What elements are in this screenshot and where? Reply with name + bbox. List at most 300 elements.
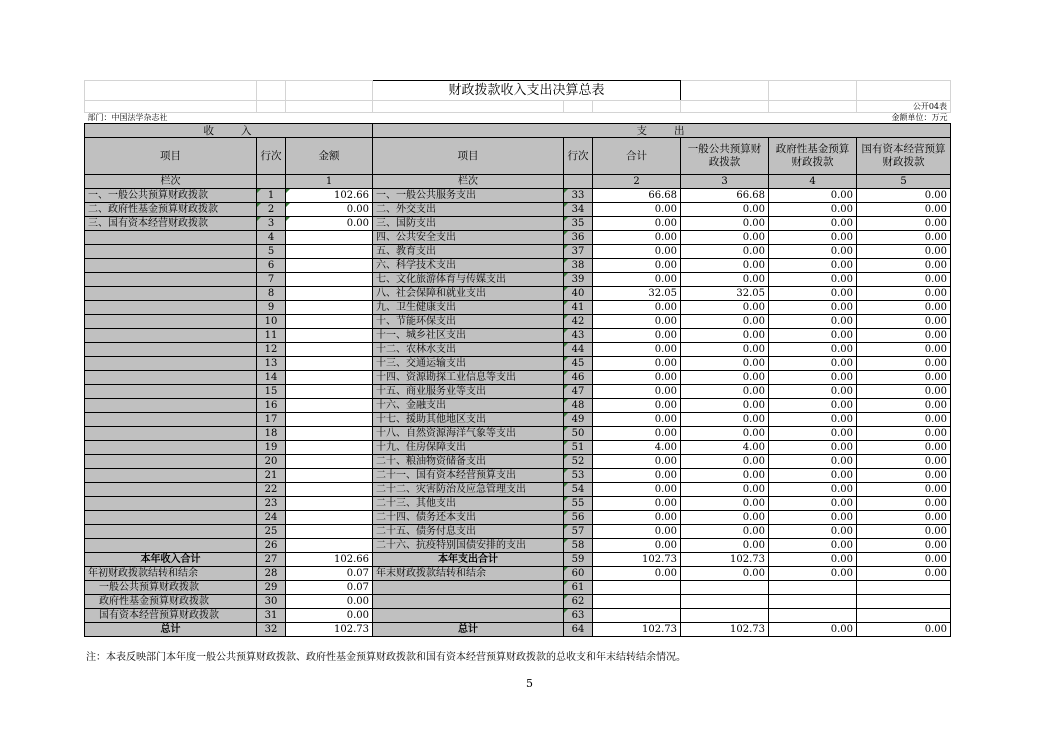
expense-total-cell: 0.00 bbox=[593, 357, 681, 371]
expense-fund-cell: 0.00 bbox=[769, 259, 857, 273]
fund-budget-header: 政府性基金预算财政拨款 bbox=[769, 138, 857, 175]
table-row bbox=[85, 525, 951, 539]
year-expense-general: 102.73 bbox=[681, 553, 769, 567]
end-balance-total: 0.00 bbox=[593, 567, 681, 581]
table-row bbox=[85, 231, 951, 245]
income-amount-cell: 102.66 bbox=[286, 189, 373, 203]
expense-fund-cell: 0.00 bbox=[769, 287, 857, 301]
income-amount-cell bbox=[286, 273, 373, 287]
expense-item-cell: 四、公共安全支出 bbox=[373, 231, 564, 245]
table-row bbox=[85, 301, 951, 315]
column-index-row bbox=[85, 175, 951, 189]
department-label: 部门：中国法学杂志社 bbox=[85, 113, 564, 124]
expense-total-cell: 0.00 bbox=[593, 273, 681, 287]
expense-line-header: 行次 bbox=[564, 138, 593, 175]
expense-capital-cell: 0.00 bbox=[857, 525, 951, 539]
expense-line-cell: 42 bbox=[564, 315, 593, 329]
income-item-cell bbox=[85, 245, 257, 259]
income-line-cell: 16 bbox=[257, 399, 286, 413]
expense-item-cell: 十八、自然资源海洋气象等支出 bbox=[373, 427, 564, 441]
expense-total-cell: 0.00 bbox=[593, 217, 681, 231]
expense-total-cell: 0.00 bbox=[593, 497, 681, 511]
begin-capital-amount: 0.00 bbox=[286, 609, 373, 623]
expense-item-cell: 十四、资源勘探工业信息等支出 bbox=[373, 371, 564, 385]
expense-general-cell: 0.00 bbox=[681, 203, 769, 217]
data-rows bbox=[85, 189, 951, 553]
table-row bbox=[85, 287, 951, 301]
form-code-row bbox=[85, 101, 951, 113]
grand-expense-total: 102.73 bbox=[593, 623, 681, 637]
column-index-4: 4 bbox=[769, 175, 857, 189]
expense-line-cell: 52 bbox=[564, 455, 593, 469]
expense-total-cell: 66.68 bbox=[593, 189, 681, 203]
expense-capital-cell: 0.00 bbox=[857, 245, 951, 259]
expense-item-cell: 十九、住房保障支出 bbox=[373, 441, 564, 455]
income-item-cell bbox=[85, 441, 257, 455]
income-amount-cell bbox=[286, 315, 373, 329]
expense-fund-cell: 0.00 bbox=[769, 371, 857, 385]
expense-line-cell: 40 bbox=[564, 287, 593, 301]
income-item-cell bbox=[85, 385, 257, 399]
income-line-cell: 26 bbox=[257, 539, 286, 553]
expense-item-cell: 二十五、债务付息支出 bbox=[373, 525, 564, 539]
expense-item-cell: 二、外交支出 bbox=[373, 203, 564, 217]
begin-fund-row bbox=[85, 595, 951, 609]
expense-capital-cell: 0.00 bbox=[857, 539, 951, 553]
expense-item-cell: 五、教育支出 bbox=[373, 245, 564, 259]
table-row bbox=[85, 427, 951, 441]
expense-general-cell: 0.00 bbox=[681, 427, 769, 441]
expense-fund-cell: 0.00 bbox=[769, 329, 857, 343]
expense-item-cell: 九、卫生健康支出 bbox=[373, 301, 564, 315]
expense-total-cell: 0.00 bbox=[593, 329, 681, 343]
income-line-cell: 10 bbox=[257, 315, 286, 329]
expense-fund-cell: 0.00 bbox=[769, 385, 857, 399]
begin-balance-label: 年初财政拨款结转和结余 bbox=[85, 567, 257, 581]
expense-capital-cell: 0.00 bbox=[857, 301, 951, 315]
expense-line-cell: 51 bbox=[564, 441, 593, 455]
income-amount-cell: 0.00 bbox=[286, 203, 373, 217]
table-row bbox=[85, 189, 951, 203]
expense-item-header: 项目 bbox=[373, 138, 564, 175]
expense-capital-cell: 0.00 bbox=[857, 441, 951, 455]
column-header-row bbox=[85, 138, 951, 175]
unit-label: 金额单位：万元 bbox=[857, 113, 951, 124]
year-expense-capital: 0.00 bbox=[857, 553, 951, 567]
expense-item-cell: 十六、金融支出 bbox=[373, 399, 564, 413]
expense-line-cell: 49 bbox=[564, 413, 593, 427]
income-line-cell: 8 bbox=[257, 287, 286, 301]
grand-expense-general: 102.73 bbox=[681, 623, 769, 637]
begin-capital-label: 国有资本经营预算财政拨款 bbox=[85, 609, 257, 623]
income-amount-cell bbox=[286, 455, 373, 469]
expense-item-cell: 十、节能环保支出 bbox=[373, 315, 564, 329]
income-line-cell: 6 bbox=[257, 259, 286, 273]
expense-general-cell: 0.00 bbox=[681, 259, 769, 273]
expense-item-cell: 六、科学技术支出 bbox=[373, 259, 564, 273]
report-sheet bbox=[84, 80, 950, 637]
expense-line-cell: 39 bbox=[564, 273, 593, 287]
table-row bbox=[85, 315, 951, 329]
expense-line-cell: 53 bbox=[564, 469, 593, 483]
income-line-cell: 2 bbox=[257, 203, 286, 217]
income-line-cell: 23 bbox=[257, 497, 286, 511]
grand-expense-capital: 0.00 bbox=[857, 623, 951, 637]
expense-item-cell: 二十四、债务还本支出 bbox=[373, 511, 564, 525]
income-item-cell bbox=[85, 427, 257, 441]
expense-capital-cell: 0.00 bbox=[857, 469, 951, 483]
year-expense-label: 本年支出合计 bbox=[373, 553, 564, 567]
expense-general-cell: 0.00 bbox=[681, 273, 769, 287]
expense-fund-cell: 0.00 bbox=[769, 441, 857, 455]
income-amount-cell bbox=[286, 525, 373, 539]
expense-general-cell: 32.05 bbox=[681, 287, 769, 301]
column-index-label: 栏次 bbox=[85, 175, 257, 189]
expense-capital-cell: 0.00 bbox=[857, 287, 951, 301]
column-index-2: 2 bbox=[593, 175, 681, 189]
income-amount-cell bbox=[286, 371, 373, 385]
expense-line-cell: 34 bbox=[564, 203, 593, 217]
table-row bbox=[85, 399, 951, 413]
expense-capital-cell: 0.00 bbox=[857, 329, 951, 343]
expense-fund-cell: 0.00 bbox=[769, 203, 857, 217]
income-amount-cell bbox=[286, 357, 373, 371]
income-amount-cell bbox=[286, 399, 373, 413]
expense-fund-cell: 0.00 bbox=[769, 483, 857, 497]
expense-capital-cell: 0.00 bbox=[857, 511, 951, 525]
income-item-cell bbox=[85, 301, 257, 315]
income-amount-cell bbox=[286, 427, 373, 441]
income-line-cell: 21 bbox=[257, 469, 286, 483]
income-amount-header: 金额 bbox=[286, 138, 373, 175]
expense-item-cell: 二十、粮油物资储备支出 bbox=[373, 455, 564, 469]
expense-capital-cell: 0.00 bbox=[857, 483, 951, 497]
expense-capital-cell: 0.00 bbox=[857, 371, 951, 385]
expense-capital-cell: 0.00 bbox=[857, 385, 951, 399]
column-index-1: 1 bbox=[286, 175, 373, 189]
expense-fund-cell: 0.00 bbox=[769, 497, 857, 511]
expense-general-cell: 0.00 bbox=[681, 343, 769, 357]
expense-item-cell: 十一、城乡社区支出 bbox=[373, 329, 564, 343]
grand-total-row bbox=[85, 623, 951, 637]
income-item-cell bbox=[85, 343, 257, 357]
expense-item-cell: 二十六、抗疫特别国债安排的支出 bbox=[373, 539, 564, 553]
title-row bbox=[85, 81, 951, 101]
income-amount-cell bbox=[286, 497, 373, 511]
grand-income-line: 32 bbox=[257, 623, 286, 637]
income-amount-cell bbox=[286, 231, 373, 245]
expense-general-cell: 0.00 bbox=[681, 497, 769, 511]
expense-general-cell: 0.00 bbox=[681, 525, 769, 539]
income-line-cell: 9 bbox=[257, 301, 286, 315]
line-63: 63 bbox=[564, 609, 593, 623]
income-line-cell: 12 bbox=[257, 343, 286, 357]
income-amount-cell: 0.00 bbox=[286, 217, 373, 231]
expense-total-cell: 0.00 bbox=[593, 427, 681, 441]
grand-expense-line: 64 bbox=[564, 623, 593, 637]
income-item-cell bbox=[85, 231, 257, 245]
capital-budget-header: 国有资本经营预算财政拨款 bbox=[857, 138, 951, 175]
expense-line-cell: 56 bbox=[564, 511, 593, 525]
expense-line-cell: 37 bbox=[564, 245, 593, 259]
expense-item-cell: 一、一般公共服务支出 bbox=[373, 189, 564, 203]
expense-total-cell: 0.00 bbox=[593, 525, 681, 539]
expense-general-cell: 0.00 bbox=[681, 385, 769, 399]
expense-capital-cell: 0.00 bbox=[857, 273, 951, 287]
expense-fund-cell: 0.00 bbox=[769, 315, 857, 329]
table-row bbox=[85, 203, 951, 217]
income-line-cell: 7 bbox=[257, 273, 286, 287]
income-amount-cell bbox=[286, 539, 373, 553]
expense-item-cell: 二十一、国有资本经营预算支出 bbox=[373, 469, 564, 483]
income-line-cell: 13 bbox=[257, 357, 286, 371]
expense-fund-cell: 0.00 bbox=[769, 399, 857, 413]
expense-item-cell: 二十二、灾害防治及应急管理支出 bbox=[373, 483, 564, 497]
expense-total-cell: 0.00 bbox=[593, 315, 681, 329]
expense-line-cell: 35 bbox=[564, 217, 593, 231]
expense-general-cell: 0.00 bbox=[681, 483, 769, 497]
expense-general-cell: 0.00 bbox=[681, 469, 769, 483]
expense-general-cell: 0.00 bbox=[681, 455, 769, 469]
begin-balance-amount: 0.07 bbox=[286, 567, 373, 581]
page-number: 5 bbox=[526, 677, 533, 690]
table-row bbox=[85, 511, 951, 525]
begin-capital-row bbox=[85, 609, 951, 623]
expense-general-cell: 0.00 bbox=[681, 231, 769, 245]
income-line-cell: 3 bbox=[257, 217, 286, 231]
expense-total-cell: 0.00 bbox=[593, 259, 681, 273]
expense-fund-cell: 0.00 bbox=[769, 273, 857, 287]
expense-capital-cell: 0.00 bbox=[857, 413, 951, 427]
expense-general-cell: 0.00 bbox=[681, 217, 769, 231]
expense-capital-cell: 0.00 bbox=[857, 427, 951, 441]
column-index-5: 5 bbox=[857, 175, 951, 189]
footnote: 注：本表反映部门本年度一般公共预算财政拨款、政府性基金预算财政拨款和国有资本经营预算财政拨款的总收支和年末结转结余情况。 bbox=[86, 652, 686, 663]
table-row bbox=[85, 539, 951, 553]
income-amount-cell bbox=[286, 343, 373, 357]
expense-line-cell: 50 bbox=[564, 427, 593, 441]
expense-total-cell: 0.00 bbox=[593, 385, 681, 399]
income-item-cell bbox=[85, 413, 257, 427]
expense-fund-cell: 0.00 bbox=[769, 539, 857, 553]
income-line-cell: 25 bbox=[257, 525, 286, 539]
expense-fund-cell: 0.00 bbox=[769, 525, 857, 539]
income-line-cell: 19 bbox=[257, 441, 286, 455]
income-item-cell bbox=[85, 497, 257, 511]
expense-total-cell: 4.00 bbox=[593, 441, 681, 455]
income-line-cell: 4 bbox=[257, 231, 286, 245]
table-row bbox=[85, 217, 951, 231]
income-amount-cell bbox=[286, 483, 373, 497]
expense-general-cell: 0.00 bbox=[681, 245, 769, 259]
expense-general-cell: 0.00 bbox=[681, 539, 769, 553]
expense-line-cell: 55 bbox=[564, 497, 593, 511]
expense-item-cell: 十五、商业服务业等支出 bbox=[373, 385, 564, 399]
income-item-cell bbox=[85, 315, 257, 329]
income-item-cell bbox=[85, 399, 257, 413]
expense-line-cell: 36 bbox=[564, 231, 593, 245]
income-line-cell: 1 bbox=[257, 189, 286, 203]
income-item-cell bbox=[85, 483, 257, 497]
expense-item-cell: 七、文化旅游体育与传媒支出 bbox=[373, 273, 564, 287]
grand-income-amount: 102.73 bbox=[286, 623, 373, 637]
expense-total-cell: 0.00 bbox=[593, 399, 681, 413]
income-item-cell bbox=[85, 371, 257, 385]
grand-income-label: 总计 bbox=[85, 623, 257, 637]
expense-line-cell: 48 bbox=[564, 399, 593, 413]
balance-row bbox=[85, 567, 951, 581]
expense-general-cell: 66.68 bbox=[681, 189, 769, 203]
expense-item-cell: 十七、援助其他地区支出 bbox=[373, 413, 564, 427]
expense-fund-cell: 0.00 bbox=[769, 301, 857, 315]
expense-total-cell: 0.00 bbox=[593, 413, 681, 427]
begin-general-line: 29 bbox=[257, 581, 286, 595]
expense-general-cell: 0.00 bbox=[681, 413, 769, 427]
expense-general-cell: 0.00 bbox=[681, 399, 769, 413]
income-amount-cell bbox=[286, 441, 373, 455]
income-item-cell: 三、国有资本经营财政拨款 bbox=[85, 217, 257, 231]
begin-fund-label: 政府性基金预算财政拨款 bbox=[85, 595, 257, 609]
expense-fund-cell: 0.00 bbox=[769, 217, 857, 231]
table-row bbox=[85, 357, 951, 371]
income-amount-cell bbox=[286, 259, 373, 273]
expense-item-cell: 十二、农林水支出 bbox=[373, 343, 564, 357]
expense-fund-cell: 0.00 bbox=[769, 231, 857, 245]
expense-total-cell: 0.00 bbox=[593, 343, 681, 357]
income-item-cell bbox=[85, 287, 257, 301]
year-income-amount: 102.66 bbox=[286, 553, 373, 567]
income-item-cell bbox=[85, 455, 257, 469]
expense-line-cell: 41 bbox=[564, 301, 593, 315]
expense-line-cell: 33 bbox=[564, 189, 593, 203]
expense-line-cell: 57 bbox=[564, 525, 593, 539]
table-row bbox=[85, 273, 951, 287]
expense-general-cell: 0.00 bbox=[681, 301, 769, 315]
begin-general-amount: 0.07 bbox=[286, 581, 373, 595]
expense-line-cell: 44 bbox=[564, 343, 593, 357]
begin-fund-amount: 0.00 bbox=[286, 595, 373, 609]
begin-balance-line: 28 bbox=[257, 567, 286, 581]
expense-capital-cell: 0.00 bbox=[857, 217, 951, 231]
general-budget-header: 一般公共预算财政拨款 bbox=[681, 138, 769, 175]
income-line-cell: 5 bbox=[257, 245, 286, 259]
income-item-cell bbox=[85, 525, 257, 539]
table-row bbox=[85, 441, 951, 455]
income-amount-cell bbox=[286, 469, 373, 483]
table-row bbox=[85, 329, 951, 343]
expense-fund-cell: 0.00 bbox=[769, 245, 857, 259]
income-line-cell: 17 bbox=[257, 413, 286, 427]
year-expense-fund: 0.00 bbox=[769, 553, 857, 567]
income-amount-cell bbox=[286, 329, 373, 343]
income-line-cell: 18 bbox=[257, 427, 286, 441]
income-item-cell bbox=[85, 273, 257, 287]
income-item-cell bbox=[85, 539, 257, 553]
expense-general-cell: 0.00 bbox=[681, 511, 769, 525]
income-amount-cell bbox=[286, 385, 373, 399]
line-61: 61 bbox=[564, 581, 593, 595]
expense-fund-cell: 0.00 bbox=[769, 455, 857, 469]
begin-fund-line: 30 bbox=[257, 595, 286, 609]
expense-capital-cell: 0.00 bbox=[857, 399, 951, 413]
expense-total-cell: 0.00 bbox=[593, 371, 681, 385]
year-income-line: 27 bbox=[257, 553, 286, 567]
budget-table bbox=[84, 80, 951, 637]
table-row bbox=[85, 371, 951, 385]
end-balance-label: 年末财政拨款结转和结余 bbox=[373, 567, 564, 581]
expense-capital-cell: 0.00 bbox=[857, 357, 951, 371]
expense-total-cell: 0.00 bbox=[593, 511, 681, 525]
table-row bbox=[85, 469, 951, 483]
income-line-cell: 15 bbox=[257, 385, 286, 399]
expense-total-cell: 0.00 bbox=[593, 539, 681, 553]
income-item-cell: 一、一般公共预算财政拨款 bbox=[85, 189, 257, 203]
expense-general-cell: 4.00 bbox=[681, 441, 769, 455]
expense-total-cell: 0.00 bbox=[593, 469, 681, 483]
expense-capital-cell: 0.00 bbox=[857, 455, 951, 469]
expense-item-cell: 二十三、其他支出 bbox=[373, 497, 564, 511]
income-amount-cell bbox=[286, 511, 373, 525]
total-header: 合计 bbox=[593, 138, 681, 175]
income-item-cell: 二、政府性基金预算财政拨款 bbox=[85, 203, 257, 217]
expense-total-cell: 0.00 bbox=[593, 203, 681, 217]
report-title: 财政拨款收入支出决算总表 bbox=[373, 81, 681, 101]
expense-fund-cell: 0.00 bbox=[769, 413, 857, 427]
expense-capital-cell: 0.00 bbox=[857, 203, 951, 217]
end-balance-fund: 0.00 bbox=[769, 567, 857, 581]
income-amount-cell bbox=[286, 301, 373, 315]
expense-line-cell: 46 bbox=[564, 371, 593, 385]
expense-total-cell: 0.00 bbox=[593, 231, 681, 245]
table-row bbox=[85, 497, 951, 511]
table-row bbox=[85, 343, 951, 357]
expense-fund-cell: 0.00 bbox=[769, 427, 857, 441]
income-item-cell bbox=[85, 511, 257, 525]
income-amount-cell bbox=[286, 413, 373, 427]
expense-general-cell: 0.00 bbox=[681, 357, 769, 371]
expense-fund-cell: 0.00 bbox=[769, 469, 857, 483]
year-expense-total: 102.73 bbox=[593, 553, 681, 567]
expense-capital-cell: 0.00 bbox=[857, 231, 951, 245]
department-row bbox=[85, 113, 951, 124]
expense-total-cell: 0.00 bbox=[593, 301, 681, 315]
column-index-label-2: 栏次 bbox=[373, 175, 564, 189]
expense-total-cell: 0.00 bbox=[593, 483, 681, 497]
expense-fund-cell: 0.00 bbox=[769, 357, 857, 371]
grand-expense-label: 总计 bbox=[373, 623, 564, 637]
expense-section-header: 支 出 bbox=[373, 124, 951, 138]
grand-expense-fund: 0.00 bbox=[769, 623, 857, 637]
section-row bbox=[85, 124, 951, 138]
begin-general-label: 一般公共预算财政拨款 bbox=[85, 581, 257, 595]
income-item-cell bbox=[85, 329, 257, 343]
income-item-cell bbox=[85, 469, 257, 483]
expense-line-cell: 38 bbox=[564, 259, 593, 273]
expense-line-cell: 54 bbox=[564, 483, 593, 497]
expense-capital-cell: 0.00 bbox=[857, 189, 951, 203]
income-line-cell: 20 bbox=[257, 455, 286, 469]
line-62: 62 bbox=[564, 595, 593, 609]
expense-item-cell: 八、社会保障和就业支出 bbox=[373, 287, 564, 301]
expense-total-cell: 0.00 bbox=[593, 245, 681, 259]
income-line-header: 行次 bbox=[257, 138, 286, 175]
income-line-cell: 11 bbox=[257, 329, 286, 343]
table-row bbox=[85, 259, 951, 273]
income-item-cell bbox=[85, 357, 257, 371]
expense-fund-cell: 0.00 bbox=[769, 511, 857, 525]
table-row bbox=[85, 455, 951, 469]
expense-fund-cell: 0.00 bbox=[769, 189, 857, 203]
